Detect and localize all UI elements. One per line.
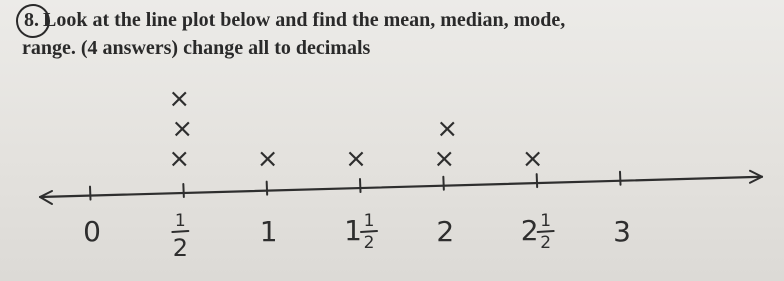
fraction-bar	[361, 231, 377, 232]
x-mark: ×	[436, 114, 459, 144]
plot-marks	[168, 84, 543, 174]
tick-label-whole: 2	[436, 215, 455, 248]
axis-line	[40, 177, 762, 197]
tick-label-whole: 3	[613, 215, 631, 248]
tick-label-whole: 0	[83, 215, 101, 248]
tick-mark	[620, 172, 621, 185]
tick-mark	[360, 179, 361, 192]
x-mark: ×	[171, 114, 194, 144]
fraction-bar	[172, 231, 188, 232]
tick-label	[83, 215, 101, 248]
tick-mark	[267, 182, 268, 195]
tick-label-whole: 1	[344, 214, 362, 247]
tick-mark	[183, 184, 184, 197]
x-mark: ×	[345, 144, 367, 174]
question-number-label: 8.	[24, 9, 39, 31]
x-mark: ×	[256, 144, 279, 174]
tick-label-denominator: 2	[172, 234, 188, 262]
fraction-bar	[538, 231, 554, 232]
tick-label-whole: 2	[520, 214, 539, 247]
question-line-1: Look at the line plot below and find the mean, median, mode,	[43, 9, 566, 31]
tick-label-numerator: 1	[540, 211, 552, 231]
tick-label	[613, 215, 631, 248]
tick-labels	[83, 211, 631, 262]
tick-label-numerator: 1	[363, 211, 375, 231]
tick-label-numerator: 1	[174, 211, 186, 231]
tick-mark	[90, 187, 91, 200]
x-mark: ×	[433, 144, 456, 174]
tick-mark	[443, 177, 444, 190]
tick-label	[344, 211, 377, 253]
tick-mark	[537, 174, 538, 187]
tick-label-whole: 1	[259, 215, 278, 248]
tick-label-denominator: 2	[540, 233, 552, 253]
x-mark: ×	[168, 84, 191, 114]
x-mark: ×	[168, 144, 191, 174]
tick-label	[521, 211, 554, 253]
tick-label-denominator: 2	[363, 233, 375, 253]
tick-label	[172, 211, 188, 262]
number-line	[40, 171, 762, 204]
question-line-2: range. (4 answers) change all to decimals	[22, 37, 371, 59]
tick-label	[260, 215, 278, 248]
tick-label	[436, 215, 454, 248]
x-mark: ×	[521, 144, 544, 174]
